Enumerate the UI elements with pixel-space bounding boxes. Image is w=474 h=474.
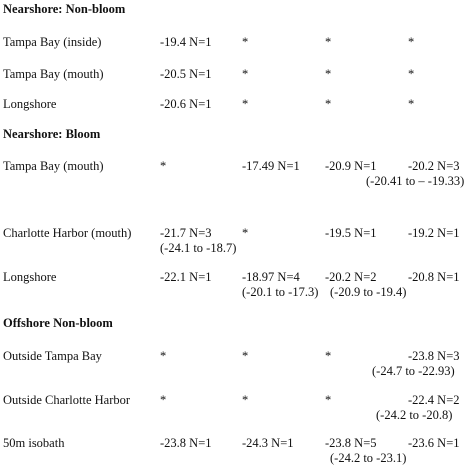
cell-col4: * <box>408 35 415 49</box>
cell-col3: -20.2 N=2 <box>325 270 377 284</box>
cell-col1-range: (-24.1 to -18.7) <box>160 241 237 255</box>
cell-col2: -18.97 N=4 <box>242 270 300 284</box>
cell-col2: * <box>242 349 249 363</box>
section-heading-nearshore-non-bloom: Nearshore: Non-bloom <box>3 2 126 16</box>
cell-col1: -19.4 N=1 <box>160 35 212 49</box>
cell-col4-range: (-24.7 to -22.93) <box>372 364 455 378</box>
row-label: Charlotte Harbor (mouth) <box>3 226 132 240</box>
section-heading-nearshore-bloom: Nearshore: Bloom <box>3 127 101 141</box>
cell-col2: * <box>242 97 249 111</box>
cell-col4: -19.2 N=1 <box>408 226 460 240</box>
cell-col4: -22.4 N=2 <box>408 393 460 407</box>
cell-col1: * <box>160 349 167 363</box>
row-label: Tampa Bay (mouth) <box>3 159 104 173</box>
cell-col4: -20.8 N=1 <box>408 270 460 284</box>
row-label: 50m isobath <box>3 436 65 450</box>
cell-col3: * <box>325 67 332 81</box>
cell-col3: * <box>325 97 332 111</box>
cell-col1: -22.1 N=1 <box>160 270 212 284</box>
cell-col1: -23.8 N=1 <box>160 436 212 450</box>
section-heading-offshore-non-bloom: Offshore Non-bloom <box>3 316 113 330</box>
cell-col4: -20.2 N=3 <box>408 159 460 173</box>
row-label: Longshore <box>3 97 57 111</box>
cell-col1: -20.6 N=1 <box>160 97 212 111</box>
cell-col3: * <box>325 393 332 407</box>
cell-col2: * <box>242 35 249 49</box>
cell-col1: -20.5 N=1 <box>160 67 212 81</box>
cell-col3: * <box>325 35 332 49</box>
cell-col4: * <box>408 97 415 111</box>
cell-col4-range: (-24.2 to -20.8) <box>376 408 453 422</box>
row-label: Tampa Bay (mouth) <box>3 67 104 81</box>
row-label: Tampa Bay (inside) <box>3 35 102 49</box>
cell-col2: * <box>242 67 249 81</box>
cell-col3: -23.8 N=5 <box>325 436 377 450</box>
cell-col1: * <box>160 159 167 173</box>
cell-col3: -19.5 N=1 <box>325 226 377 240</box>
cell-col3-range: (-20.9 to -19.4) <box>330 285 407 299</box>
cell-col2: * <box>242 226 249 240</box>
cell-col2: * <box>242 393 249 407</box>
row-label: Outside Charlotte Harbor <box>3 393 131 407</box>
row-label: Outside Tampa Bay <box>3 349 102 363</box>
cell-col4: * <box>408 67 415 81</box>
cell-col3-range: (-24.2 to -23.1) <box>330 451 407 465</box>
cell-col3: -20.9 N=1 <box>325 159 377 173</box>
cell-col2: -24.3 N=1 <box>242 436 294 450</box>
cell-col1: -21.7 N=3 <box>160 226 212 240</box>
cell-col2: -17.49 N=1 <box>242 159 300 173</box>
cell-col3: * <box>325 349 332 363</box>
cell-col4: -23.6 N=1 <box>408 436 460 450</box>
cell-col2-range: (-20.1 to -17.3) <box>242 285 319 299</box>
row-label: Longshore <box>3 270 57 284</box>
cell-col4: -23.8 N=3 <box>408 349 460 363</box>
cell-col4-range: (-20.41 to – -19.33) <box>366 174 465 188</box>
cell-col1: * <box>160 393 167 407</box>
